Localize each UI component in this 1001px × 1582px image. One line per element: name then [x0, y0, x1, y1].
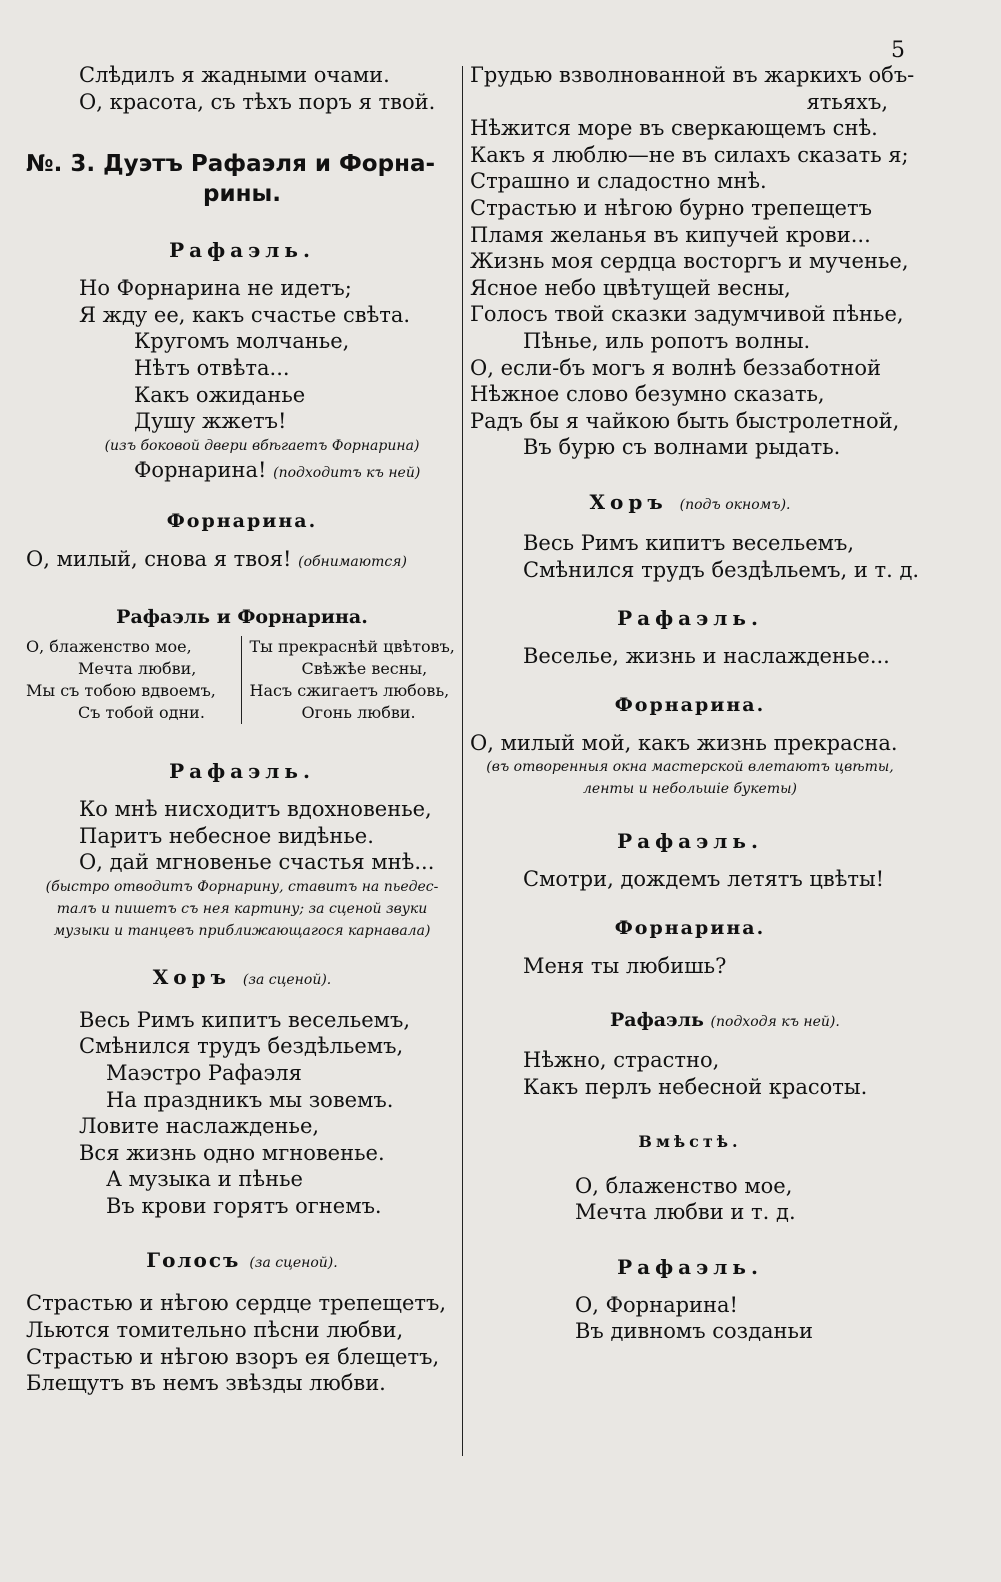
speaker-fornarina: Форнарина.: [166, 510, 318, 533]
verse-line: Весь Римъ кипитъ весельемъ,: [523, 530, 855, 555]
speaker-voice: [26, 1247, 458, 1276]
verse-line: Льются томительно пѣсни любви,: [26, 1318, 404, 1343]
stage-direction: талъ и пишетъ съ нея картину; за сценой звуки: [56, 900, 428, 917]
verse-line: Нѣжное слово безумно сказать,: [470, 382, 825, 407]
verse-line: Ко мнѣ нисходитъ вдохновенье,: [79, 796, 432, 821]
duet-line: Съ тобой одни.: [78, 702, 205, 722]
verse-line: Душу жжетъ!: [134, 409, 287, 434]
speaker-duet: Рафаэль и Форнарина.: [116, 605, 368, 628]
verse-line: Нѣжится море въ сверкающемъ снѣ.: [470, 116, 878, 141]
duet-fornarina-part: [242, 636, 459, 724]
verse-line: О, если-бъ могъ я волнѣ беззаботной: [470, 355, 881, 380]
speaker-raphael: Рафаэль.: [617, 829, 763, 854]
verse-line: Нѣтъ отвѣта...: [134, 355, 290, 380]
verse-line: О, Форнарина!: [575, 1292, 738, 1317]
chorus-name: Хоръ: [589, 489, 668, 514]
verse-line: Я жду ее, какъ счастье свѣта.: [79, 302, 411, 327]
voice-name: Голосъ: [146, 1248, 241, 1273]
verse-line: Страстью и нѣгою взоръ ея блещетъ,: [26, 1344, 440, 1369]
verse-line: Мечта любви и т. д.: [575, 1200, 796, 1225]
verse-line: [26, 457, 458, 487]
stage-direction: (быстро отводитъ Форнарину, ставитъ на пьедес-: [45, 878, 439, 895]
stage-direction: (изъ боковой двери вбѣгаетъ Форнарина): [104, 437, 420, 454]
duet-raphael-part: [26, 636, 242, 724]
page-number: 5: [891, 38, 905, 63]
speaker-raphael: Рафаэль.: [169, 758, 315, 783]
verse-line: Какъ я люблю—не въ силахъ сказать я;: [470, 142, 909, 167]
duet-line: Ты прекраснѣй цвѣтовъ,: [249, 636, 455, 656]
speaker-fornarina: Форнарина.: [614, 916, 766, 939]
verse-line: О, блаженство мое,: [575, 1173, 793, 1198]
speaker-raphael: Рафаэль.: [617, 1254, 763, 1279]
verse-line: Жизнь моя сердца восторгъ и мученье,: [470, 249, 909, 274]
verse-line: Ясное небо цвѣтущей весны,: [470, 275, 791, 300]
verse-line: Смотри, дождемъ летятъ цвѣты!: [523, 867, 885, 892]
verse-line: Какъ перлъ небесной красоты.: [523, 1075, 868, 1100]
verse-line: Въ дивномъ созданьи: [575, 1319, 813, 1344]
verse-line: Какъ ожиданье: [134, 382, 306, 407]
verse-line: Блещутъ въ немъ звѣзды любви.: [26, 1371, 386, 1396]
verse-line: О, дай мгновенье счастья мнѣ...: [79, 850, 435, 875]
verse-line: О, милый мой, какъ жизнь прекрасна.: [470, 730, 898, 755]
verse-line: Ловите наслажденье,: [79, 1114, 320, 1139]
verse-line: Радъ бы я чайкою быть быстролетной,: [470, 408, 900, 433]
right-column: [470, 62, 920, 1345]
duet-line: Насъ сжигаетъ любовь,: [249, 680, 450, 700]
raphael-name: Рафаэль: [610, 1009, 704, 1032]
verse-line: Страшно и сладостно мнѣ.: [470, 169, 767, 194]
verse-line: Страстью и нѣгою бурно трепещетъ: [470, 195, 872, 220]
verse-line: О, красота, съ тѣхъ поръ я твой.: [79, 89, 436, 114]
verse-line-cont: ятьяхъ,: [806, 89, 888, 114]
speaker-chorus: [470, 489, 910, 518]
duet-line: Мечта любви,: [78, 658, 197, 678]
stage-direction: (за сценой).: [249, 1255, 338, 1272]
verse-line: Но Форнарина не идетъ;: [79, 276, 352, 301]
verse-line: Слѣдилъ я жадными очами.: [79, 63, 390, 87]
stage-direction: (подъ окномъ).: [679, 496, 791, 513]
speaker-raphael: Рафаэль.: [617, 606, 763, 631]
fornarina-line: О, милый, снова я твоя!: [26, 547, 292, 572]
chorus-name: Хоръ: [152, 964, 231, 989]
verse-line: Грудью взволнованной въ жаркихъ объ-: [470, 63, 915, 87]
duet-line: Мы съ тобою вдвоемъ,: [26, 680, 216, 700]
verse-line: Въ крови горятъ огнемъ.: [106, 1193, 382, 1218]
speaker-raphael: Рафаэль.: [169, 238, 315, 263]
verse-line: Весь Римъ кипитъ весельемъ,: [79, 1007, 411, 1032]
duet-line: О, блаженство мое,: [26, 636, 192, 656]
verse-line: Пламя желанья въ кипучей крови...: [470, 222, 871, 247]
stage-direction: (подходитъ къ ней): [273, 464, 421, 481]
stage-direction: ленты и небольшіе букеты): [583, 781, 797, 798]
verse-line: [26, 546, 458, 576]
column-divider: [462, 66, 463, 1456]
verse-line: Нѣжно, страстно,: [523, 1048, 720, 1073]
speaker-fornarina: Форнарина.: [614, 693, 766, 716]
verse-line: Страстью и нѣгою сердце трепещетъ,: [26, 1291, 447, 1316]
verse-line: Голосъ твой сказки задумчивой пѣнье,: [470, 302, 904, 327]
verse-line: Пѣнье, иль ропотъ волны.: [523, 328, 811, 353]
verse-line: Въ бурю съ волнами рыдать.: [523, 435, 841, 460]
verse-line: Веселье, жизнь и наслажденье...: [523, 644, 890, 669]
stage-direction: (за сценой).: [242, 971, 332, 988]
speaker-raphael: [470, 1007, 910, 1035]
verse-line: Вся жизнь одно мгновенье.: [79, 1140, 385, 1165]
stage-direction: музыки и танцевъ приближающагося карнавала): [53, 922, 431, 939]
stage-direction: (обнимаются): [298, 554, 407, 571]
verse-line: Паритъ небесное видѣнье.: [79, 823, 374, 848]
verse-line: Кругомъ молчанье,: [134, 329, 350, 354]
verse-line: Смѣнился трудъ бездѣльемъ,: [79, 1034, 404, 1059]
duet-line: Огонь любви.: [301, 702, 416, 722]
left-column: [26, 62, 458, 1397]
speaker-together: Вмѣстѣ.: [638, 1131, 742, 1151]
duet-line: Свѣжѣе весны,: [301, 658, 428, 678]
duet-columns: [26, 636, 458, 724]
verse-line: На праздникъ мы зовемъ.: [106, 1087, 394, 1112]
section-heading-cont: рины.: [202, 181, 281, 208]
stage-direction: (въ отворенныя окна мастерской влетаютъ цвѣты,: [486, 759, 894, 776]
stage-direction: (подходя къ ней).: [710, 1014, 840, 1031]
verse-line: Смѣнился трудъ бездѣльемъ, и т. д.: [523, 557, 920, 582]
verse-line: Маэстро Рафаэля: [106, 1060, 302, 1085]
speaker-chorus: [26, 964, 458, 993]
verse-line: А музыка и пѣнье: [106, 1167, 303, 1192]
section-heading: №. 3. Дуэтъ Рафаэля и Форна-: [26, 151, 436, 178]
verse-line: Меня ты любишь?: [523, 953, 727, 978]
fornarina-call: Форнарина!: [134, 457, 267, 482]
